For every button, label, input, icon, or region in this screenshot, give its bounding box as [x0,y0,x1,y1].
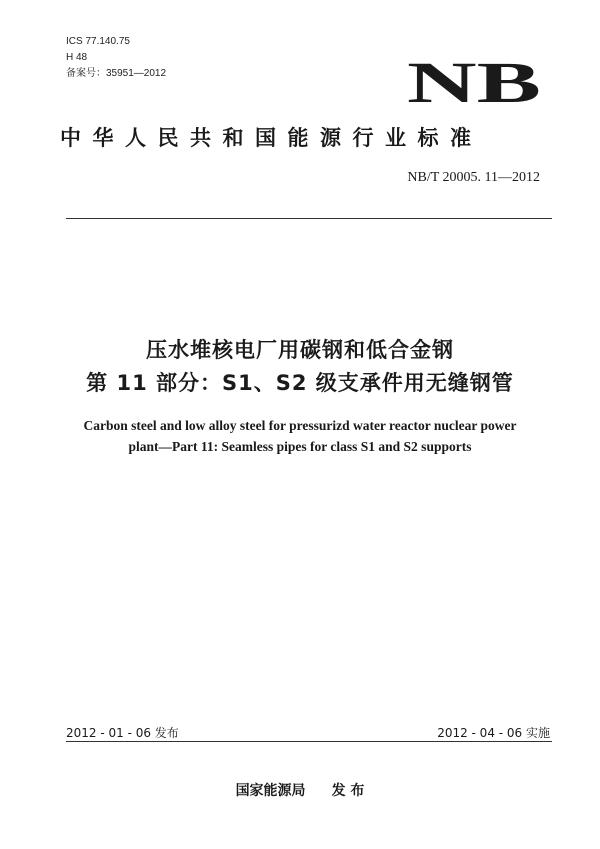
nb-logo [404,56,544,110]
standard-number: NB/T 20005. 11—2012 [407,170,540,185]
nb-logo-text: NB [407,56,541,110]
ics-code: ICS 77.140.75 [66,36,130,47]
issue-date: 2012 - 01 - 06 发布 [66,726,179,740]
document-meta [66,34,166,82]
nb-logo-mark [404,56,544,110]
record-number: 备案号：35951—2012 [66,68,167,79]
cn-title-line-1: 压水堆核电厂用碳钢和低合金钢 [146,338,454,362]
publisher-line [0,780,600,800]
publisher-action: 发 布 [331,783,365,799]
classification-code: H 48 [66,52,88,63]
cn-title-line-2: 第 11 部分：S1、S2 级支承件用无缝钢管 [86,371,514,395]
publisher-name: 国家能源局 [235,783,306,799]
footer-divider [66,741,552,742]
implementation-date: 2012 - 04 - 06 实施 [437,726,550,740]
en-title-line-2: plant—Part 11: Seamless pipes for class S1 and S2 supports [128,439,472,454]
header-divider [66,218,552,219]
standard-category-title: 中华人民共和国能源行业标准 [60,126,483,150]
en-title-line-1: Carbon steel and low alloy steel for pressurizd water reactor nuclear power [83,418,517,433]
